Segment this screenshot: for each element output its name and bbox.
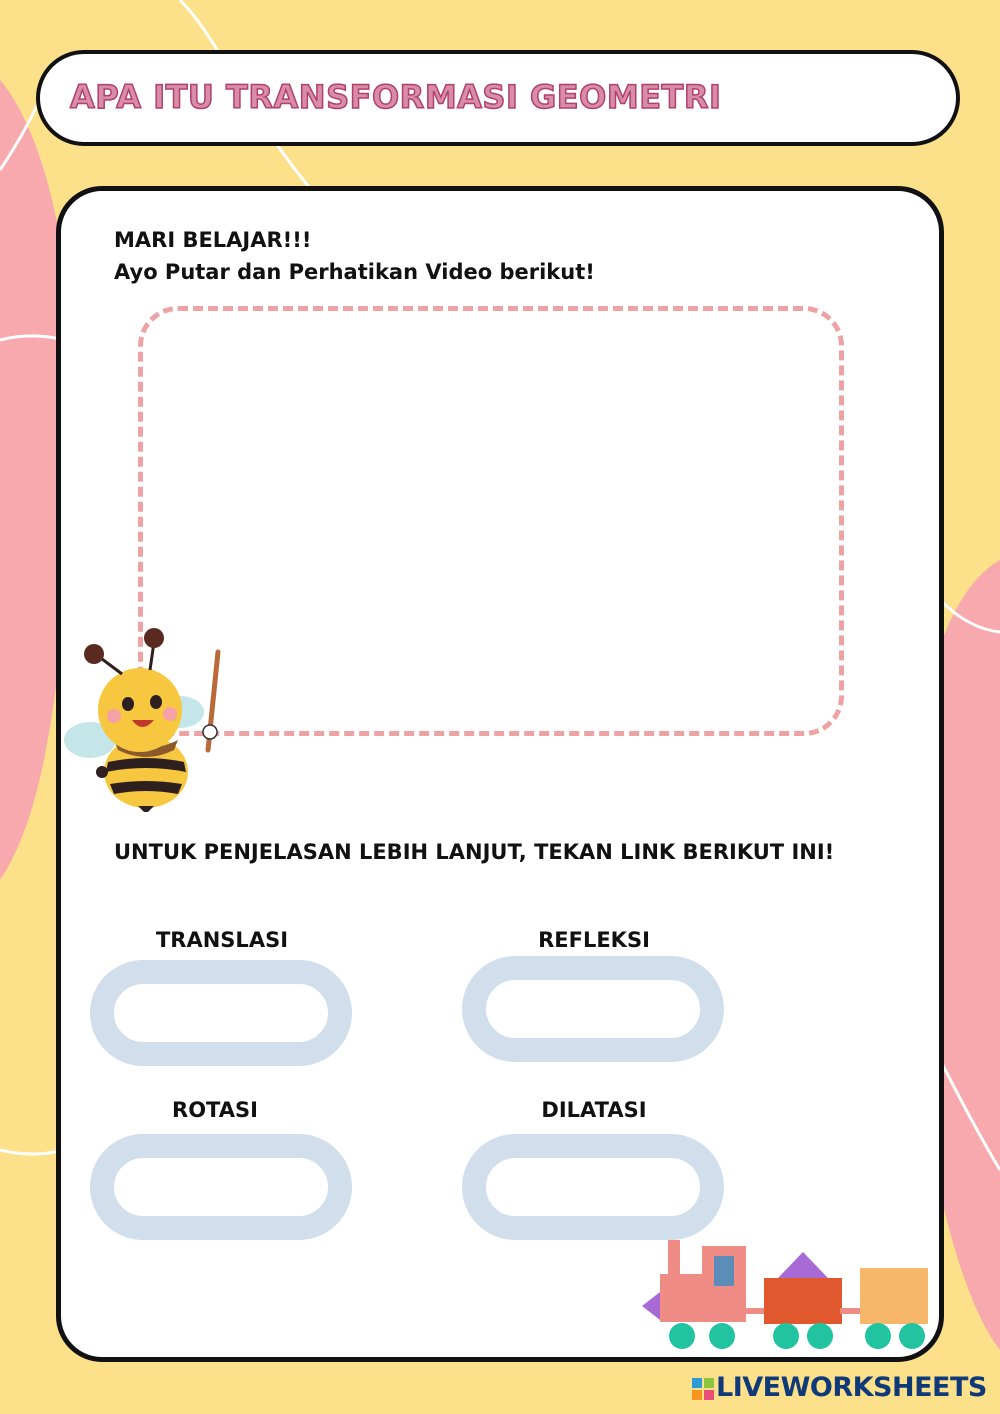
intro-heading: MARI BELAJAR!!! [114,228,312,252]
footer-brand-text: LIVEWORKSHEETS [716,1372,987,1403]
page-title: APA ITU TRANSFORMASI GEOMETRI [70,78,722,116]
liveworksheets-logo-icon [692,1378,714,1400]
toy-train-icon [640,1236,936,1352]
links-instruction: UNTUK PENJELASAN LEBIH LANJUT, TEKAN LINK BERIKUT INI! [114,840,835,864]
translasi-label: TRANSLASI [155,928,289,952]
translasi-link[interactable] [90,960,352,1066]
title-banner [36,50,960,146]
footer-brand[interactable] [692,1372,992,1408]
bee-mascot-icon [62,622,232,812]
rotasi-label: ROTASI [172,1098,258,1122]
video-frame[interactable] [138,306,844,736]
refleksi-label: REFLEKSI [538,928,650,952]
dilatasi-label: DILATASI [541,1098,647,1122]
intro-instruction: Ayo Putar dan Perhatikan Video berikut! [114,260,595,284]
dilatasi-link[interactable] [462,1134,724,1240]
refleksi-link[interactable] [462,956,724,1062]
rotasi-link[interactable] [90,1134,352,1240]
